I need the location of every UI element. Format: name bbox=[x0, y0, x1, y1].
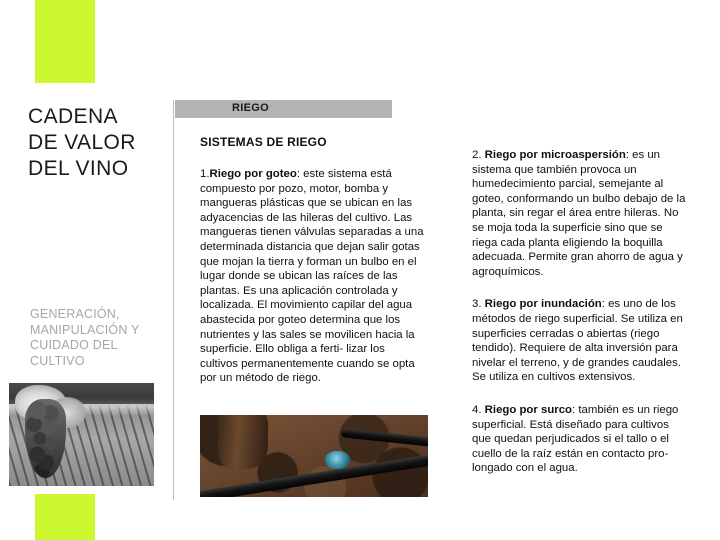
deck-subtitle: GENERACIÓN, MANIPULACIÓN Y CUIDADO DEL CULTIVO bbox=[30, 307, 140, 368]
section-heading: SISTEMAS DE RIEGO bbox=[200, 135, 327, 149]
drip-irrigation-photo bbox=[200, 415, 428, 497]
drip-photo-emitter bbox=[325, 451, 350, 469]
drip-photo-vine-trunk bbox=[218, 415, 268, 469]
irrigation-item-3-number: 3. bbox=[472, 298, 482, 311]
irrigation-item-1-body: : este sistema está compuesto por pozo, motor, bomba y mangueras plásticas que se ubican en las adyacencias de las hileras del cultivo. Las mangueras tienen válvulas separadas a una determinada distancia que dejan salir gotas que mojan la tierra y forman un bulbo en el lugar donde se ubican las raíces de las plantas. Es una aplicación controlada y localizada. El movimiento capilar del agua abastecida por goteo determina que los nutrientes y las sales se movilicen hacia la superficie. Ello obliga a ferti- lizar los cultivos permanentemente cuando se opta por un método de riego. bbox=[200, 168, 424, 385]
section-header-label: RIEGO bbox=[232, 102, 269, 114]
irrigation-item-1 bbox=[200, 167, 424, 386]
right-column bbox=[472, 148, 687, 476]
section-header-bar bbox=[175, 100, 392, 118]
irrigation-item-2 bbox=[472, 148, 687, 279]
irrigation-item-4 bbox=[472, 403, 687, 476]
irrigation-item-4-title: Riego por surco bbox=[484, 403, 573, 416]
deck-title bbox=[28, 104, 178, 182]
deck-title-line-1: CADENA bbox=[28, 105, 118, 128]
irrigation-item-3 bbox=[472, 297, 687, 385]
irrigation-item-4-body: : también es un riego superficial. Está diseñado para cultivos que quedan perjudicados si el tallo o el cuello de la raíz están en contacto pro-longado con el agua. bbox=[472, 403, 679, 475]
vineyard-photo bbox=[9, 383, 154, 486]
deck-title-line-2: DE VALOR bbox=[28, 131, 136, 154]
accent-block-top bbox=[35, 0, 95, 83]
irrigation-item-1-number: 1. bbox=[200, 168, 210, 180]
accent-block-bottom bbox=[35, 494, 95, 540]
irrigation-item-1-title: Riego por goteo bbox=[209, 168, 297, 180]
right-column-spacer-2 bbox=[472, 385, 687, 403]
right-column-spacer-1 bbox=[472, 279, 687, 297]
irrigation-item-2-number: 2. bbox=[472, 149, 482, 161]
irrigation-item-4-number: 4. bbox=[472, 403, 482, 416]
irrigation-item-2-title: Riego por microaspersión bbox=[484, 149, 626, 161]
deck-title-line-3: DEL VINO bbox=[28, 157, 129, 180]
irrigation-item-3-title: Riego por inundación bbox=[484, 298, 602, 311]
irrigation-item-3-body: : es uno de los métodos de riego superficial. Se utiliza en superficies cerradas o abiertas (riego tendido). Requiere de alta inversión para nivelar el terreno, y de grandes caudales. Se utiliza en cultivos extensivos. bbox=[472, 298, 683, 384]
middle-column bbox=[200, 135, 424, 386]
column-divider bbox=[173, 100, 174, 500]
irrigation-item-2-body: : es un sistema que también provoca un humedecimiento parcial, semejante al goteo, conformando un bulbo debajo de la planta, sin regar el área entre hileras. No se moja toda la superficie sino que se riega cada planta eligiendo la boquilla adecuada. Permite gran ahorro de agua y agroquímicos. bbox=[472, 149, 686, 278]
